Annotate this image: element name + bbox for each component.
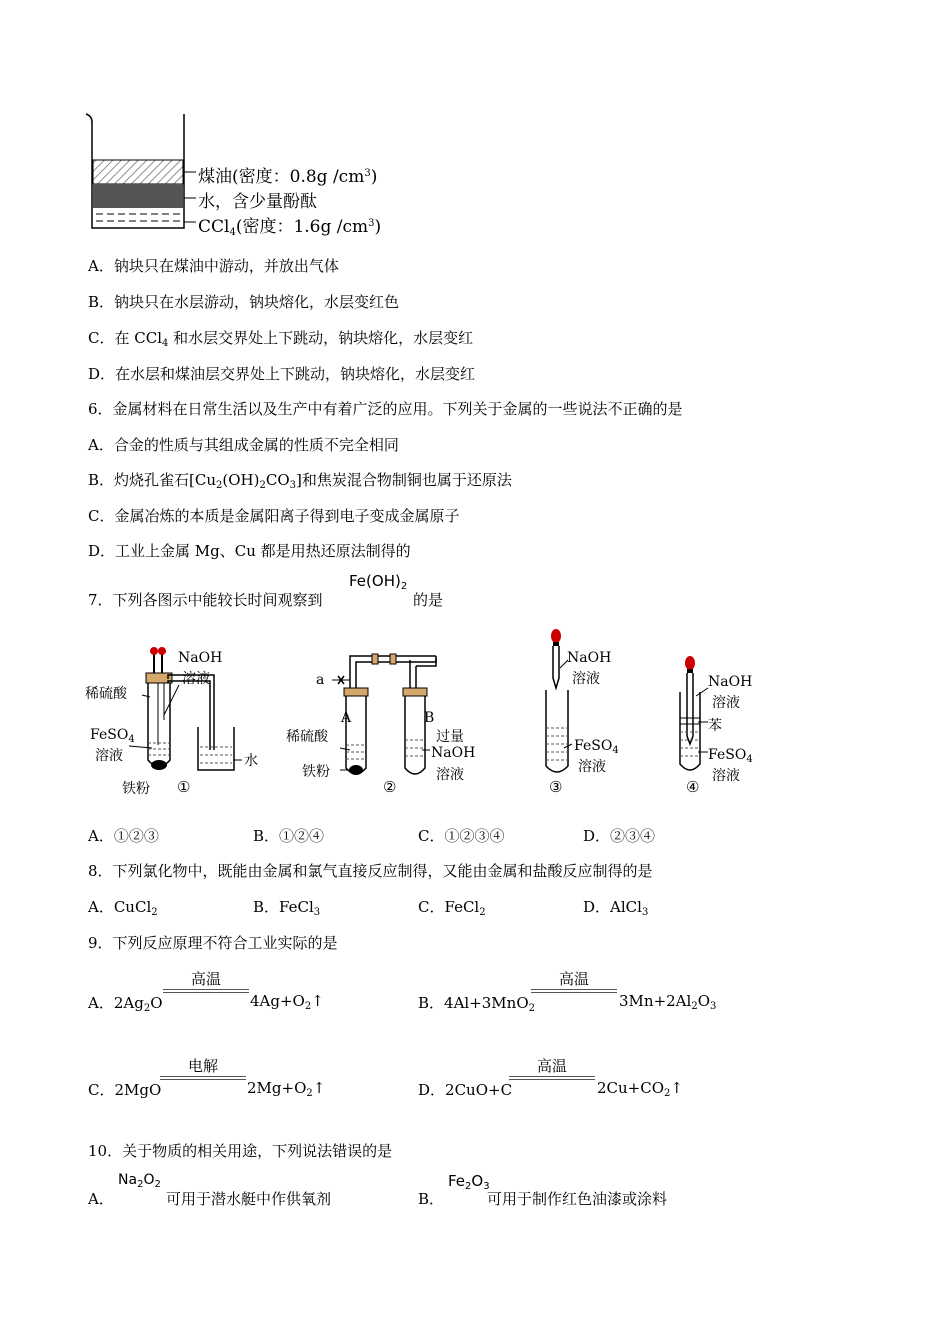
fig3-num: ③ bbox=[549, 778, 563, 796]
q7-stem-end: 的是 bbox=[413, 591, 444, 609]
q7-formula: $Fe(OH)_2$ bbox=[349, 572, 408, 592]
q9-option-d[interactable]: D．2CuO+C bbox=[418, 1081, 513, 1099]
q6-option-a[interactable]: A．合金的性质与其组成金属的性质不完全相同 bbox=[88, 436, 399, 454]
q10-b-text: 可用于制作红色油漆或涂料 bbox=[487, 1190, 668, 1208]
fig3-naoh: NaOH bbox=[567, 650, 612, 666]
q7-option-b[interactable]: B．①②④ bbox=[253, 827, 325, 845]
q9-c-condition: 电解 bbox=[160, 1055, 246, 1083]
q9-option-a[interactable]: A．$2Ag_2O$ bbox=[88, 994, 163, 1014]
q9-option-c[interactable]: C．2MgO bbox=[88, 1081, 162, 1099]
beaker-label-ccl4: CCl$_4$(密度：1.6g $/cm^3$) bbox=[198, 217, 382, 238]
fig2-A: A bbox=[341, 710, 352, 726]
fig1-soln2: 溶液 bbox=[95, 748, 123, 764]
q6-option-d[interactable]: D．工业上金属 Mg、Cu 都是用热还原法制得的 bbox=[88, 542, 411, 560]
fig4-num: ④ bbox=[686, 778, 700, 796]
fig1-acid: 稀硫酸 bbox=[85, 686, 127, 702]
q9-c-products: $2Mg+O_2↑$ bbox=[247, 1079, 326, 1099]
q9-b-condition: 高温 bbox=[531, 968, 617, 996]
q9-d-products: $2Cu+CO_2↑$ bbox=[597, 1079, 683, 1099]
fig2-num: ② bbox=[383, 778, 397, 796]
fig2-soln: 溶液 bbox=[436, 767, 464, 783]
q8-option-d[interactable]: D．AlCl$_3$ bbox=[583, 898, 649, 918]
q9-option-b[interactable]: B．4Al+3MnO$_2$ bbox=[418, 994, 536, 1014]
fig4-soln: 溶液 bbox=[712, 695, 740, 711]
q7-option-c[interactable]: C．①②③④ bbox=[418, 827, 505, 845]
fig2-acid: 稀硫酸 bbox=[286, 729, 328, 745]
fig3-soln2: 溶液 bbox=[578, 759, 606, 775]
fig1-num: ① bbox=[177, 778, 191, 796]
q7-option-a[interactable]: A．①②③ bbox=[88, 827, 159, 845]
fig4-naoh: NaOH bbox=[708, 674, 753, 690]
q8-stem: 8．下列氯化物中，既能由金属和氯气直接反应制得，又能由金属和盐酸反应制得的是 bbox=[88, 862, 653, 880]
q6-option-b[interactable]: B．灼烧孔雀石$[Cu_2(OH)_2CO_3]$和焦炭混合物制铜也属于还原法 bbox=[88, 471, 512, 491]
q8-option-a[interactable]: A．CuCl$_2$ bbox=[88, 898, 158, 918]
fig2-excess: 过量 bbox=[436, 729, 464, 745]
q10-a-text: 可用于潜水艇中作供氧剂 bbox=[166, 1190, 332, 1208]
q10-a-formula: $Na_2O_2$ bbox=[118, 1172, 161, 1190]
fig4-soln2: 溶液 bbox=[712, 768, 740, 784]
q9-stem: 9．下列反应原理不符合工业实际的是 bbox=[88, 934, 338, 952]
fig2-a: a bbox=[316, 672, 325, 688]
fig1-feso4: FeSO$_4$ bbox=[90, 727, 135, 745]
q5-option-a[interactable]: A．钠块只在煤油中游动，并放出气体 bbox=[88, 257, 339, 275]
q5-option-b[interactable]: B．钠块只在水层游动，钠块熔化，水层变红色 bbox=[88, 293, 400, 311]
q9-d-condition: 高温 bbox=[509, 1055, 595, 1083]
q6-option-c[interactable]: C．金属冶炼的本质是金属阳离子得到电子变成金属原子 bbox=[88, 507, 460, 525]
fig2-iron: 铁粉 bbox=[302, 764, 330, 780]
fig2-B: B bbox=[424, 710, 435, 726]
fig4-feso4: FeSO$_4$ bbox=[708, 747, 753, 765]
q9-a-products: $4Ag+O_2↑$ bbox=[250, 992, 324, 1012]
fig4-benzene: 苯 bbox=[708, 718, 722, 734]
fig1-water: 水 bbox=[244, 753, 258, 769]
q8-option-c[interactable]: C．FeCl$_2$ bbox=[418, 898, 486, 918]
fig1-soln: 溶液 bbox=[182, 671, 210, 687]
fig1-naoh: NaOH bbox=[178, 650, 223, 666]
q8-option-b[interactable]: B．FeCl$_3$ bbox=[253, 898, 321, 918]
fig2-naoh: NaOH bbox=[431, 745, 476, 761]
fig3-soln: 溶液 bbox=[572, 671, 600, 687]
q6-stem: 6．金属材料在日常生活以及生产中有着广泛的应用。下列关于金属的一些说法不正确的是 bbox=[88, 400, 683, 418]
q7-option-d[interactable]: D．②③④ bbox=[583, 827, 656, 845]
q9-a-condition: 高温 bbox=[163, 968, 249, 996]
fig1-iron: 铁粉 bbox=[122, 781, 150, 797]
fig3-feso4: FeSO$_4$ bbox=[574, 738, 619, 756]
q5-option-d[interactable]: D．在水层和煤油层交界处上下跳动，钠块熔化，水层变红 bbox=[88, 365, 476, 383]
q9-b-products: $3Mn+2Al_2O_3$ bbox=[619, 992, 717, 1012]
q7-stem: 7．下列各图示中能较长时间观察到 bbox=[88, 591, 323, 609]
beaker-label-water: 水，含少量酚酞 bbox=[198, 192, 317, 212]
beaker-label-kerosene: 煤油(密度：0.8g $/cm^3$) bbox=[198, 167, 378, 187]
q10-stem: 10．关于物质的相关用途，下列说法错误的是 bbox=[88, 1142, 393, 1160]
q10-option-a[interactable]: A． bbox=[88, 1190, 114, 1208]
q7-figure-1 bbox=[84, 645, 274, 800]
q5-option-c[interactable]: C．在 CCl$_4$ 和水层交界处上下跳动，钠块熔化，水层变红 bbox=[88, 329, 474, 349]
q10-b-formula: $Fe_2O_3$ bbox=[448, 1172, 490, 1192]
q10-option-b[interactable]: B． bbox=[418, 1190, 445, 1208]
